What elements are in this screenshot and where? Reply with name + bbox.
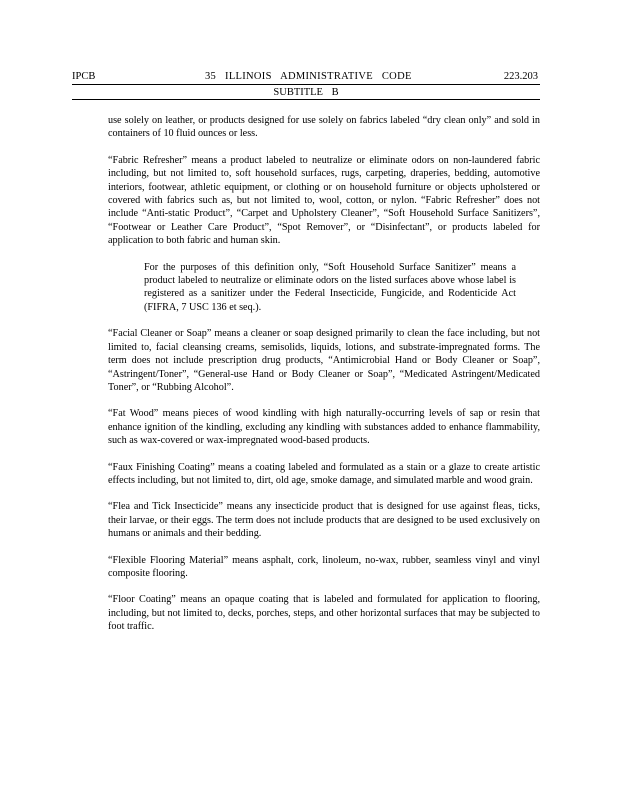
paragraph-facial-cleaner: “Facial Cleaner or Soap” means a cleaner or soap designed primarily to clean the face including, but not limited to, facial cleansing creams, semisolids, liquids, lotions, and substrate-impregnated forms. The term does not include prescription drug products, “Antimicrobial Hand or Body Cleaner or Soap”, “Astringent/Toner”, “General-use Hand or Body Cleaner or Soap”, “Medicated Astringent/Medicated Toner”, or “Rubbing Alcohol”. <box>108 328 540 393</box>
paragraph-soft-household-sanitizer: For the purposes of this definition only, “Soft Household Surface Sanitizer” means a product labeled to neutralize or eliminate odors on the listed surfaces above whose label is registered as a sanitizer under the Federal Insecticide, Fungicide, and Rodenticide Act (FIFRA, 7 USC 136 et seq.). <box>144 261 516 313</box>
header-rule <box>72 84 540 85</box>
paragraph-leather-continuation: use solely on leather, or products designed for use solely on fabrics labeled “dry clean only” and sold in containers of 10 fluid ounces or less. <box>108 115 540 140</box>
paragraph-flea-tick-insecticide: “Flea and Tick Insecticide” means any insecticide product that is designed for use against fleas, ticks, their larvae, or their eggs. The term does not include products that are designed to be used exclusively on humans or animals and their bedding. <box>108 501 540 540</box>
header-section-number: 223.203 <box>503 71 538 82</box>
header-subtitle: SUBTITLE B <box>273 87 339 98</box>
paragraph-floor-coating: “Floor Coating” means an opaque coating that is labeled and formulated for application to flooring, including, but not limited to, decks, porches, steps, and other horizontal surfaces that may be subjected to foot traffic. <box>108 594 540 633</box>
paragraph-fabric-refresher: “Fabric Refresher” means a product labeled to neutralize or eliminate odors on non-laundered fabric including, but not limited to, soft household surfaces, rugs, carpeting, draperies, bedding, automotive interiors, footwear, athletic equipment, or clothing or on household furniture or objects upholstered or covered with fabrics such as, but not limited to, wool, cotton, or nylon. “Fabric Refresher” does not include “Anti-static Product”, “Carpet and Upholstery Cleaner”, “Soft Household Surface Sanitizers”, “Footwear or Leather Care Product”, “Spot Remover”, or “Disinfectant”, or products labeled for application to both fabric and human skin. <box>108 154 540 247</box>
document-body <box>108 114 540 647</box>
subtitle-rule <box>72 99 540 100</box>
header-code-title: 35 ILLINOIS ADMINISTRATIVE CODE <box>205 71 412 82</box>
paragraph-faux-finishing-coating: “Faux Finishing Coating” means a coating labeled and formulated as a stain or a glaze to create artistic effects including, but not limited to, dirt, old age, smoke damage, and simulated marble and wood grain. <box>108 461 540 486</box>
paragraph-flexible-flooring: “Flexible Flooring Material” means asphalt, cork, linoleum, no-wax, rubber, seamless vinyl and vinyl composite flooring. <box>108 554 540 579</box>
page-header <box>72 70 538 84</box>
header-agency: IPCB <box>72 71 96 82</box>
paragraph-fat-wood: “Fat Wood” means pieces of wood kindling with high naturally-occurring levels of sap or resin that enhance ignition of the kindling, excluding any kindling with substances added to enhance flammability, such as wax-covered or wax-impregnated wood-based products. <box>108 408 540 447</box>
